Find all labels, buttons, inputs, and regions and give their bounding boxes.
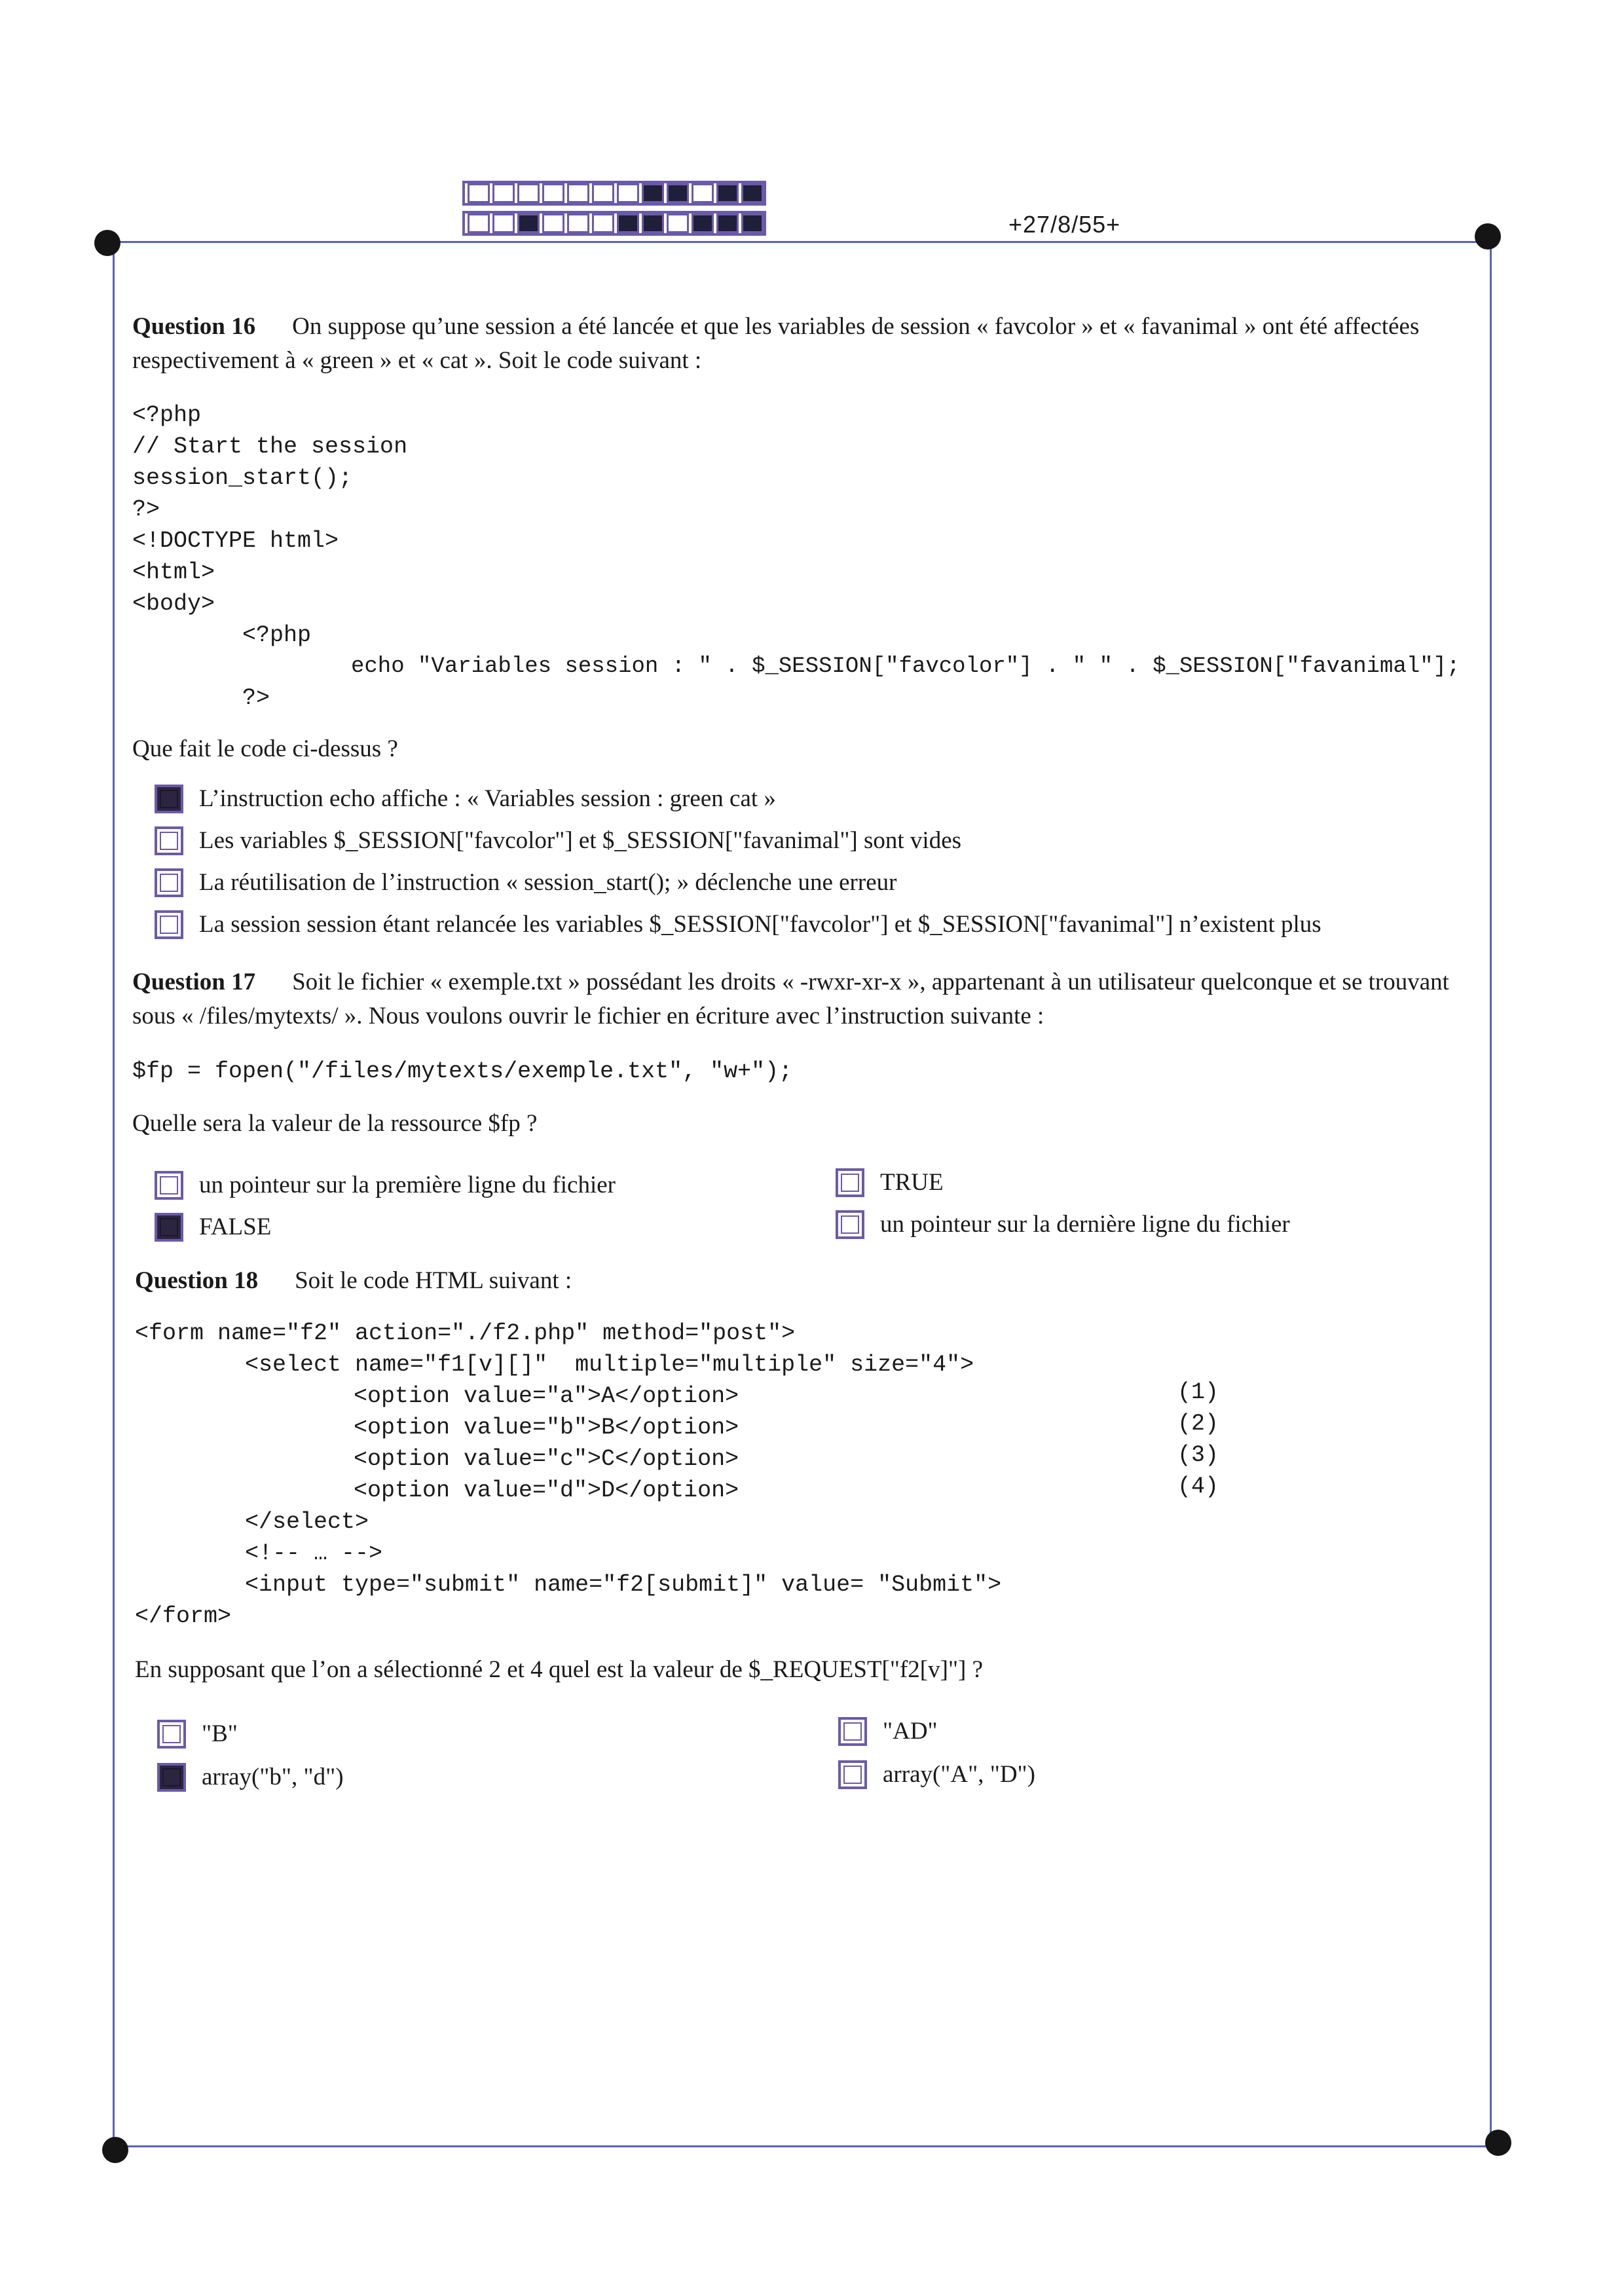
q16-code-line-6: <html> xyxy=(132,559,215,585)
checkbox-icon[interactable] xyxy=(155,868,183,897)
q18-code-line-4: <option value="b">B</option> xyxy=(354,1415,739,1441)
q18-option-2[interactable] xyxy=(838,1716,938,1747)
q18-marker-3: (3) xyxy=(1177,1442,1219,1468)
q16-option-1-text: L’instruction echo affiche : « Variables session : green cat » xyxy=(199,785,776,812)
q16-code-line-4: ?> xyxy=(132,496,160,523)
q16-code-line-2: // Start the session xyxy=(132,434,408,460)
q16-option-4-text: La session session étant relancée les variables $_SESSION["favcolor"] et $_SESSION["favanimal"] n’existent plus xyxy=(199,911,1321,938)
q17-option-4[interactable] xyxy=(836,1209,1290,1240)
q16-option-2[interactable] xyxy=(155,825,961,857)
barcode-cell xyxy=(592,183,614,203)
question-16 xyxy=(132,310,1468,378)
page-code: +27/8/55+ xyxy=(1008,211,1121,238)
barcode-cell xyxy=(741,213,764,233)
barcode-row-1 xyxy=(462,181,766,206)
q17-option-3-text: FALSE xyxy=(199,1213,272,1240)
q18-prompt: En supposant que l’on a sélectionné 2 et 4 quel est la valeur de $_REQUEST["f2[v]"] ? xyxy=(135,1656,984,1683)
q16-option-2-text: Les variables $_SESSION["favcolor"] et $_SESSION["favanimal"] sont vides xyxy=(199,827,962,854)
q16-option-1[interactable] xyxy=(155,783,776,815)
barcode-cell xyxy=(517,213,540,233)
q18-code-line-7: </select> xyxy=(245,1509,369,1535)
checkbox-icon[interactable] xyxy=(155,785,183,813)
checkbox-icon[interactable] xyxy=(157,1720,186,1749)
frame-top-border xyxy=(108,241,1490,243)
checkbox-icon[interactable] xyxy=(155,1213,183,1242)
barcode-cell xyxy=(642,213,664,233)
q16-code-line-9: echo "Variables session : " . $_SESSION["favcolor"] . " " . $_SESSION["favanimal"]; xyxy=(351,654,1460,679)
checkbox-icon[interactable] xyxy=(836,1210,864,1239)
q16-code-line-10: ?> xyxy=(242,685,270,711)
q18-code-line-3: <option value="a">A</option> xyxy=(354,1383,739,1409)
question-17-text: Soit le fichier « exemple.txt » possédant les droits « -rwxr-xr-x », appartenant à un utilisateur quelconque et se trouvant sous « /files/mytexts/ ». Nous voulons ouvrir le fichier en écriture avec l’instruction suivante : xyxy=(132,969,1449,1029)
q18-option-1[interactable] xyxy=(157,1718,238,1750)
q16-option-3[interactable] xyxy=(155,867,896,898)
corner-marker-bottom-left xyxy=(102,2137,128,2163)
barcode-cell xyxy=(617,213,639,233)
q18-marker-1: (1) xyxy=(1177,1379,1219,1405)
barcode-cell xyxy=(716,183,739,203)
q18-option-1-text: "B" xyxy=(202,1720,238,1747)
barcode-cell xyxy=(642,183,664,203)
q16-code-line-3: session_start(); xyxy=(132,465,353,491)
barcode-cell xyxy=(667,183,689,203)
barcode-cell xyxy=(667,213,689,233)
barcode-cell xyxy=(692,183,714,203)
barcode-cell xyxy=(542,183,564,203)
q18-code-line-9: <input type="submit" name="f2[submit]" value= "Submit"> xyxy=(245,1572,1002,1598)
corner-marker-bottom-right xyxy=(1485,2130,1511,2156)
q16-prompt: Que fait le code ci-dessus ? xyxy=(132,735,398,762)
q18-code-line-8: <!-- … --> xyxy=(245,1540,383,1566)
q18-code-line-6: <option value="d">D</option> xyxy=(354,1477,739,1504)
corner-marker-top-right xyxy=(1475,223,1501,250)
checkbox-icon[interactable] xyxy=(157,1763,186,1792)
q18-code-line-10: </form> xyxy=(135,1603,232,1629)
q17-option-2[interactable] xyxy=(836,1167,944,1198)
barcode-cell xyxy=(567,213,589,233)
q17-prompt: Quelle sera la valeur de la ressource $fp ? xyxy=(132,1110,538,1137)
checkbox-icon[interactable] xyxy=(155,826,183,855)
barcode-cell xyxy=(492,183,515,203)
barcode-cell xyxy=(468,213,490,233)
q16-option-3-text: La réutilisation de l’instruction « session_start(); » déclenche une erreur xyxy=(199,869,897,896)
q18-code-line-1: <form name="f2" action="./f2.php" method="post"> xyxy=(135,1320,796,1346)
q16-code-line-1: <?php xyxy=(132,402,202,428)
barcode-cell xyxy=(716,213,739,233)
question-17 xyxy=(132,965,1468,1033)
checkbox-icon[interactable] xyxy=(838,1717,867,1746)
question-18-text: Soit le code HTML suivant : xyxy=(295,1267,572,1294)
checkbox-icon[interactable] xyxy=(155,910,183,939)
q17-option-2-text: TRUE xyxy=(880,1169,944,1196)
barcode-row-2 xyxy=(462,211,766,236)
barcode-cell xyxy=(692,213,714,233)
frame-bottom-border xyxy=(113,2145,1494,2147)
q16-code-line-5: <!DOCTYPE html> xyxy=(132,528,339,554)
barcode-cell xyxy=(617,183,639,203)
question-18-label: Question 18 xyxy=(135,1267,259,1294)
frame-left-border xyxy=(113,241,115,2148)
q16-code-line-7: <body> xyxy=(132,591,215,617)
q18-code-line-2: <select name="f1[v][]" multiple="multiple" size="4"> xyxy=(245,1352,974,1378)
barcode-cell xyxy=(592,213,614,233)
q18-code-line-5: <option value="c">C</option> xyxy=(354,1446,739,1472)
q18-option-4[interactable] xyxy=(838,1759,1035,1790)
q17-option-4-text: un pointeur sur la dernière ligne du fichier xyxy=(880,1211,1290,1238)
q18-option-2-text: "AD" xyxy=(883,1718,938,1745)
barcode-cell xyxy=(517,183,540,203)
q16-option-4[interactable] xyxy=(155,909,1321,940)
barcode-cell xyxy=(542,213,564,233)
checkbox-icon[interactable] xyxy=(836,1168,864,1197)
q18-option-3[interactable] xyxy=(157,1762,344,1793)
q18-option-3-text: array("b", "d") xyxy=(202,1764,344,1790)
barcode-cell xyxy=(741,183,764,203)
q17-option-3[interactable] xyxy=(155,1212,271,1243)
barcode-cell xyxy=(468,183,490,203)
frame-right-border xyxy=(1490,237,1492,2136)
question-17-label: Question 17 xyxy=(132,969,256,995)
checkbox-icon[interactable] xyxy=(838,1760,867,1789)
q18-marker-2: (2) xyxy=(1177,1411,1219,1437)
q18-option-4-text: array("A", "D") xyxy=(883,1761,1035,1788)
q17-option-1-text: un pointeur sur la première ligne du fichier xyxy=(199,1172,616,1198)
q17-code: $fp = fopen("/files/mytexts/exemple.txt", "w+"); xyxy=(132,1058,793,1084)
q17-option-1[interactable] xyxy=(155,1170,616,1201)
corner-marker-top-left xyxy=(94,230,120,256)
question-16-label: Question 16 xyxy=(132,313,256,340)
q18-marker-4: (4) xyxy=(1177,1473,1219,1500)
barcode-cell xyxy=(492,213,515,233)
barcode-cell xyxy=(567,183,589,203)
q16-code-line-8: <?php xyxy=(242,622,312,648)
checkbox-icon[interactable] xyxy=(155,1171,183,1200)
question-16-text: On suppose qu’une session a été lancée et que les variables de session « favcolor » et « favanimal » ont été affectées respectivement à « green » et « cat ». Soit le code suivant : xyxy=(132,313,1420,374)
question-18 xyxy=(135,1264,1471,1298)
